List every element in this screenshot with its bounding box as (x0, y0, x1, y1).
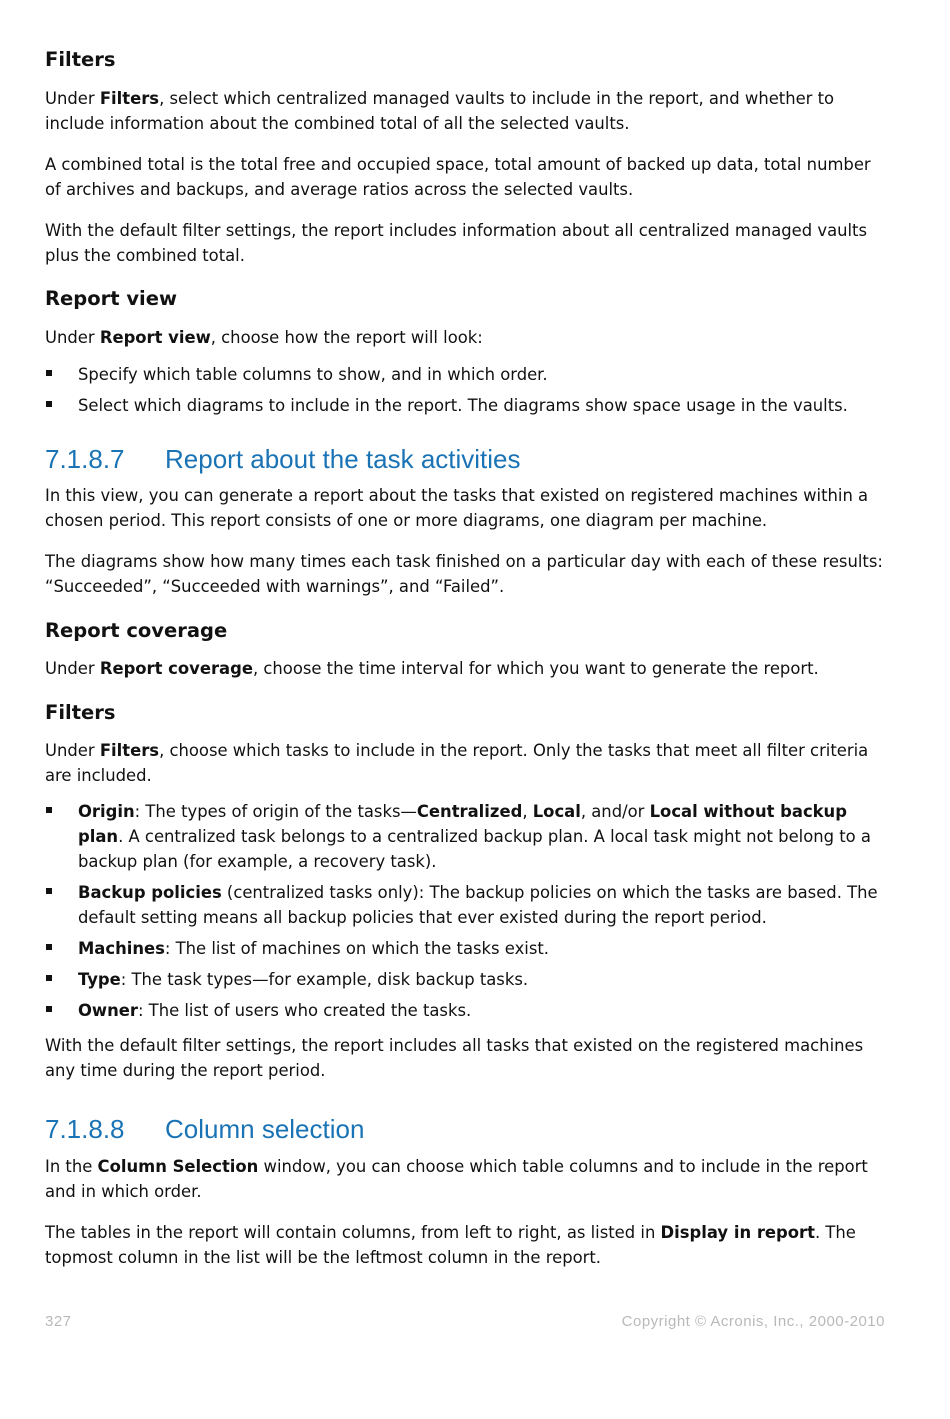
filters-paragraph-1: Under Filters, select which centralized managed vaults to include in the report, and whether to include information about the combined total of all the selected vaults. (45, 89, 835, 133)
bullet-square-icon (46, 370, 52, 376)
copyright-notice: Copyright © Acronis, Inc., 2000-2010 (621, 1313, 885, 1330)
bullet-square-icon (46, 975, 52, 981)
task-activities-paragraph-1: In this view, you can generate a report about the tasks that existed on registered machines within a chosen period. This report consists of one or more diagrams, one diagram per machine. (45, 486, 869, 530)
page-footer (45, 1313, 885, 1330)
page-number: 327 (45, 1313, 72, 1330)
bullet-square-icon (46, 807, 52, 813)
list-item-backup-policies: Backup policies (centralized tasks only): The backup policies on which the tasks are based. The default setting means all backup policies that ever existed during the report period. (45, 880, 885, 930)
section-number: 7.1.8.7 (45, 444, 125, 474)
list-item-origin: Origin: The types of origin of the tasks—Centralized, Local, and/or Local without backup plan. A centralized task belongs to a centralized backup plan. A local task might not belong to a backup plan (for example, a recovery task). (45, 799, 885, 874)
section-number: 7.1.8.8 (45, 1114, 125, 1144)
list-item: Select which diagrams to include in the report. The diagrams show space usage in the vaults. (45, 393, 885, 418)
bullet-square-icon (46, 944, 52, 950)
report-view-list (45, 362, 885, 418)
filters-2-paragraph-2: With the default filter settings, the report includes all tasks that existed on the registered machines any time during the report period. (45, 1036, 864, 1080)
filters-paragraph-3: With the default filter settings, the report includes information about all centralized managed vaults plus the combined total. (45, 221, 868, 265)
filters-heading-2: Filters (45, 701, 116, 724)
filters-heading: Filters (45, 48, 116, 71)
task-activities-paragraph-2: The diagrams show how many times each task finished on a particular day with each of these results: “Succeeded”, “Succeeded with warnings”, and “Failed”. (45, 552, 883, 596)
filters-paragraph-2: A combined total is the total free and occupied space, total amount of backed up data, total number of archives and backups, and average ratios across the selected vaults. (45, 155, 871, 199)
list-item: Specify which table columns to show, and in which order. (45, 362, 885, 387)
bullet-square-icon (46, 888, 52, 894)
list-item-type: Type: The task types—for example, disk backup tasks. (45, 967, 885, 992)
column-selection-paragraph-1: In the Column Selection window, you can choose which table columns and to include in the report and in which order. (45, 1157, 868, 1201)
section-heading-7187 (45, 444, 521, 474)
report-coverage-heading: Report coverage (45, 619, 228, 642)
bullet-square-icon (46, 1006, 52, 1012)
filters-2-paragraph-1: Under Filters, choose which tasks to include in the report. Only the tasks that meet all filter criteria are included. (45, 741, 869, 785)
bullet-square-icon (46, 401, 52, 407)
list-item-owner: Owner: The list of users who created the tasks. (45, 998, 885, 1023)
section-title: Column selection (165, 1114, 365, 1144)
section-title: Report about the task activities (165, 444, 521, 474)
section-heading-7188 (45, 1114, 364, 1144)
list-item-machines: Machines: The list of machines on which the tasks exist. (45, 936, 885, 961)
report-coverage-paragraph: Under Report coverage, choose the time interval for which you want to generate the report. (45, 659, 819, 678)
column-selection-paragraph-2: The tables in the report will contain columns, from left to right, as listed in Display in report. The topmost column in the list will be the leftmost column in the report. (45, 1223, 856, 1267)
report-view-heading: Report view (45, 287, 177, 310)
report-view-paragraph: Under Report view, choose how the report will look: (45, 328, 483, 347)
filters-2-list (45, 799, 885, 1023)
